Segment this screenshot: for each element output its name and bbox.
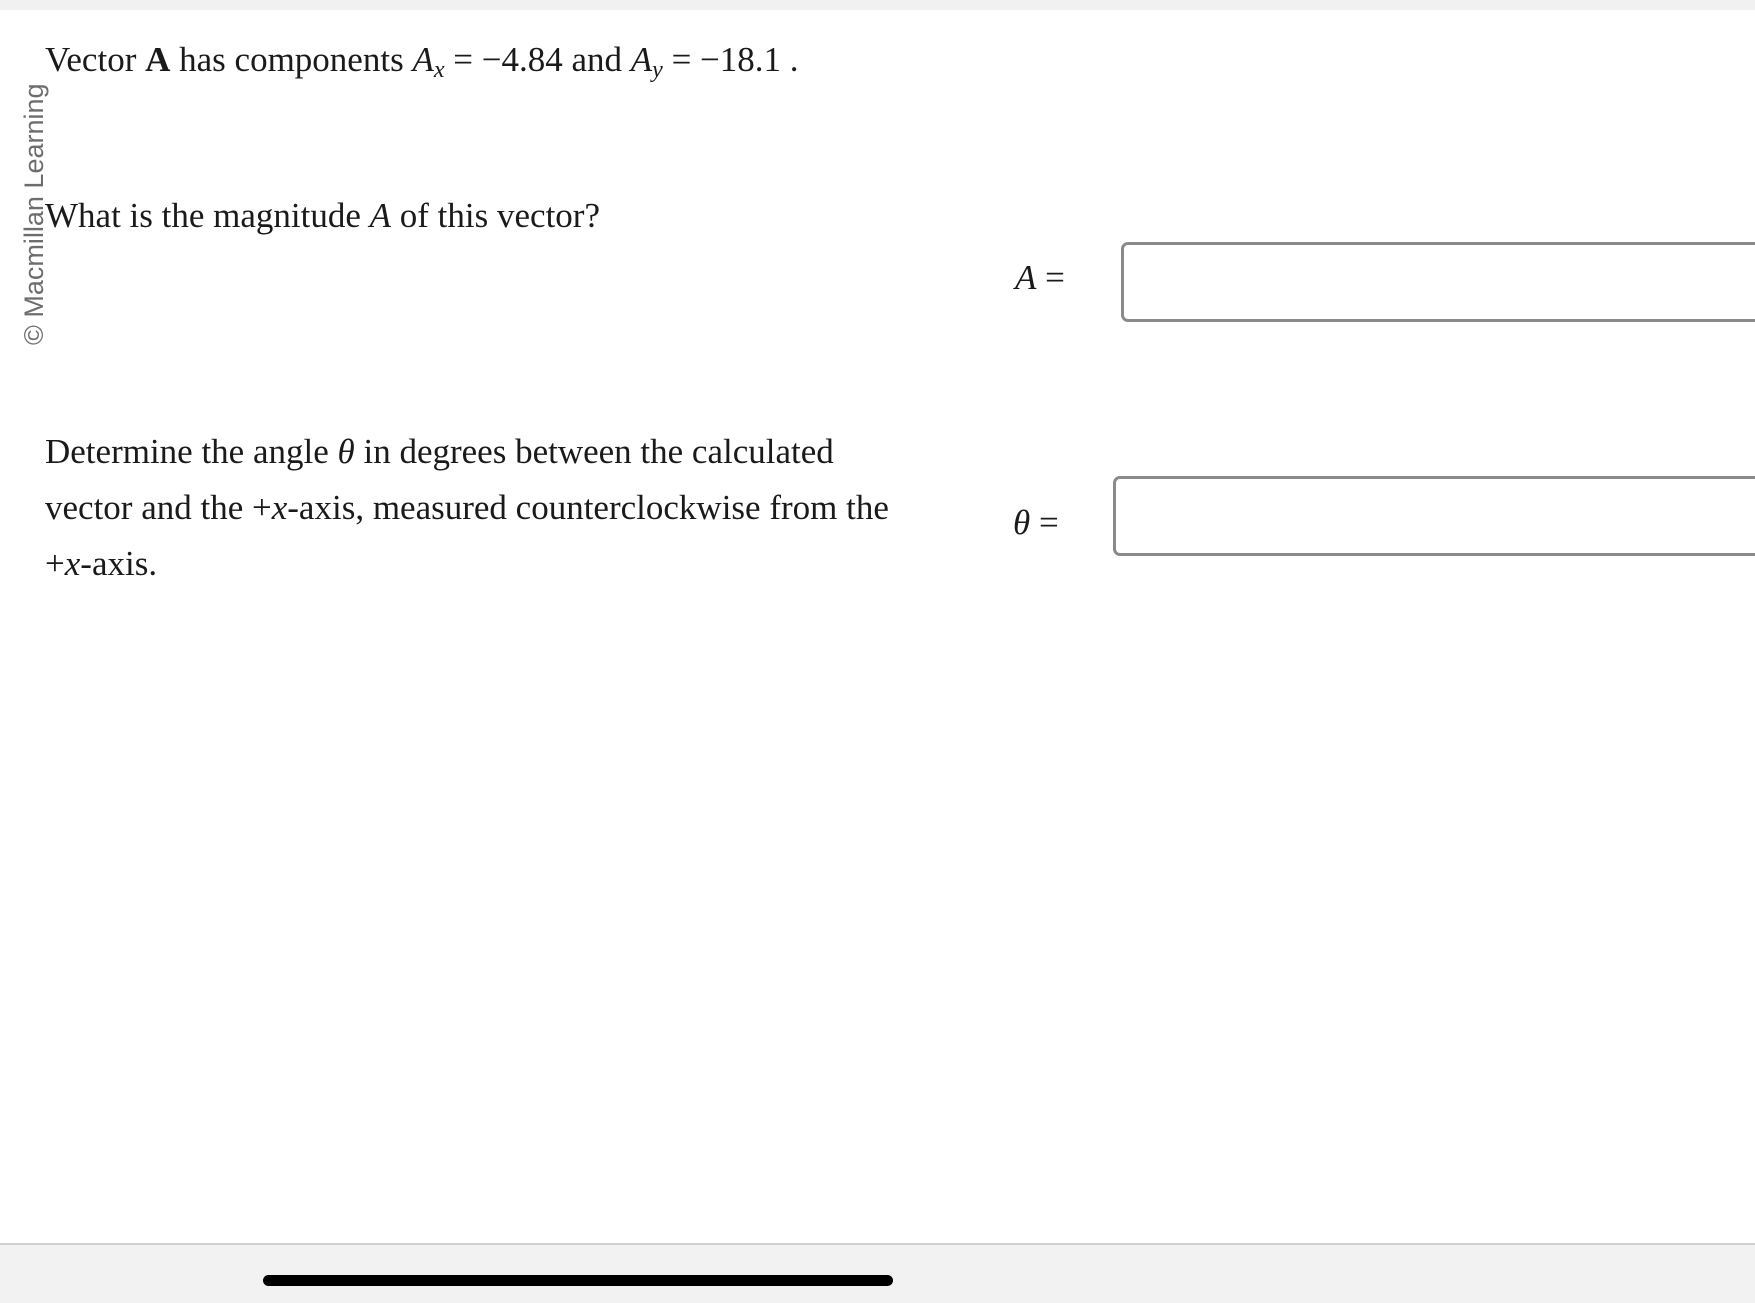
- angle-q-l2-pre: vector and the +: [45, 488, 272, 527]
- magnitude-question-pre: What is the magnitude: [45, 196, 370, 235]
- magnitude-label-equals: =: [1036, 258, 1065, 297]
- ax-symbol: A: [412, 40, 434, 79]
- angle-q-l3-pre: +: [45, 544, 65, 583]
- angle-answer-input[interactable]: [1113, 476, 1755, 556]
- ax-subscript: x: [433, 57, 445, 83]
- statement-and: and: [562, 40, 631, 79]
- magnitude-symbol: A: [369, 196, 392, 235]
- problem-statement: [45, 32, 799, 98]
- statement-text-2: has components: [170, 40, 413, 79]
- magnitude-question: [45, 188, 600, 244]
- angle-label-symbol: θ: [1013, 503, 1031, 542]
- copyright-notice: © Macmillan Learning: [19, 83, 49, 345]
- angle-answer-label: [1013, 503, 1059, 543]
- ay-symbol: A: [630, 40, 653, 79]
- angle-q-l2-x: x: [271, 488, 288, 527]
- ay-value: = −18.1 .: [662, 40, 799, 79]
- question-page: [0, 10, 1755, 1243]
- angle-q-l3-x: x: [64, 544, 81, 583]
- angle-question: [45, 424, 889, 592]
- angle-question-line-2: [45, 480, 889, 536]
- angle-q-l3-post: -axis.: [80, 544, 158, 583]
- angle-question-line-1: [45, 424, 889, 480]
- angle-q-l1-post: in degrees between the calculated: [354, 432, 834, 471]
- ax-value: = −4.84: [444, 40, 563, 79]
- ay-subscript: y: [652, 57, 663, 83]
- magnitude-answer-input[interactable]: [1121, 242, 1755, 322]
- magnitude-answer-label: [1015, 258, 1065, 298]
- angle-q-l1-pre: Determine the angle: [45, 432, 338, 471]
- top-strip: [0, 0, 1755, 10]
- angle-question-line-3: [45, 536, 889, 592]
- vector-name: A: [145, 40, 171, 79]
- magnitude-question-post: of this vector?: [391, 196, 600, 235]
- angle-label-equals: =: [1030, 503, 1059, 542]
- statement-text-1: Vector: [45, 40, 146, 79]
- angle-q-theta: θ: [337, 432, 355, 471]
- magnitude-label-symbol: A: [1015, 258, 1037, 297]
- home-indicator[interactable]: [263, 1275, 893, 1286]
- angle-q-l2-post: -axis, measured counterclockwise from the: [287, 488, 889, 527]
- bottom-bar: [0, 1243, 1755, 1303]
